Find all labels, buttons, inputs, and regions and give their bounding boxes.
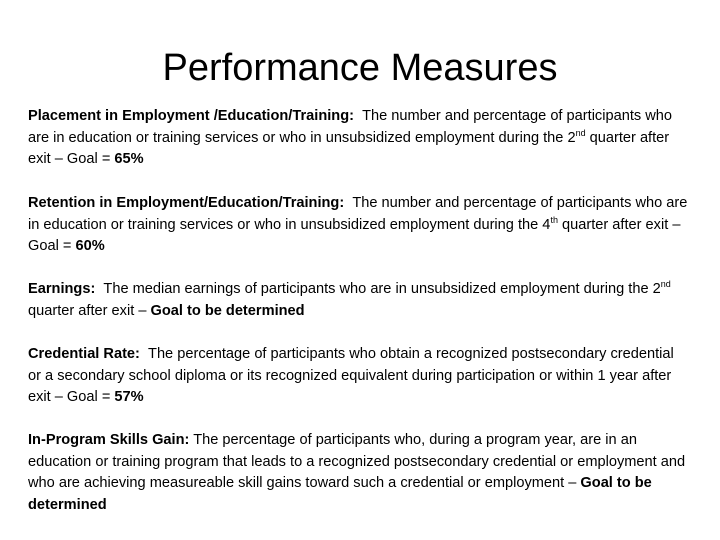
measure-description: The number and percentage of participants who are in education or training services or who in unsubsidized employment during the 2 <box>28 108 672 146</box>
measure-description-end: quarter after exit – <box>28 302 151 319</box>
goal-value: 60% <box>75 238 105 254</box>
ordinal-suffix: nd <box>660 279 671 289</box>
measure-description: The number and percentage of participants who are in education or training services or who in unsubsidized employment during the 4 <box>28 195 688 233</box>
measure-earnings <box>28 279 688 322</box>
measure-label: In-Program Skills Gain: <box>28 432 190 448</box>
measure-description-end: quarter after exit – Goal = <box>28 129 670 167</box>
goal-value: 57% <box>114 389 144 405</box>
ordinal-suffix: th <box>550 214 558 225</box>
measure-label: Retention in Employment/Education/Training: <box>28 195 345 211</box>
page-title: Performance Measures <box>162 47 558 89</box>
measure-description: The percentage of participants who obtain a recognized postsecondary credential or a secondary school diploma or its recognized equivalent during participation or within 1 year after exit – Goal = <box>28 346 674 405</box>
ordinal-suffix: nd <box>575 127 586 138</box>
measure-placement <box>28 106 688 171</box>
measure-retention <box>28 193 688 258</box>
goal-value: Goal to be determined <box>150 302 305 319</box>
measure-description: The median earnings of participants who are in unsubsidized employment during the 2 <box>103 281 661 297</box>
goal-value: 65% <box>114 151 144 167</box>
measure-description: The percentage of participants who, during a program year, are in an education or training program that leads to a recognized postsecondary credential or employment and who are achieving measureable skill gains toward such a credential or employment – <box>28 432 686 491</box>
measure-label: Earnings: <box>28 281 96 297</box>
measure-description-end: quarter after exit – Goal = <box>28 216 681 254</box>
measure-credential-rate <box>28 344 688 409</box>
goal-value: Goal to be determined <box>28 475 652 513</box>
measure-label: Credential Rate: <box>28 346 140 362</box>
measure-label: Placement in Employment /Education/Training: <box>28 108 354 124</box>
measure-skills-gain <box>28 430 688 516</box>
